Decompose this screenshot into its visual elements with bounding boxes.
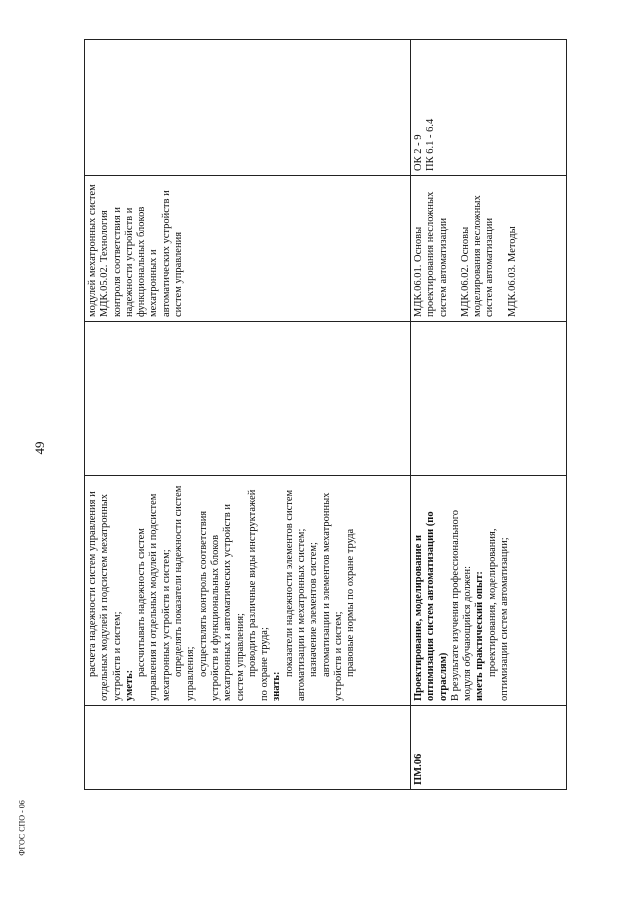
module-code: ПМ.06 (413, 753, 424, 785)
competencies-cell (411, 40, 567, 176)
mdk-lines (413, 180, 519, 317)
text-line: МДК.05.02. Технология контроля соответствия и надежности устройств и функциональных блоков мехатронных и автоматических устройств и систем управления (99, 190, 185, 317)
competencies-cell (85, 40, 411, 176)
mdk-cell (411, 176, 567, 322)
text-line: расчета надежности систем управления и отдельных модулей и подсистем мехатронных устройств и систем; (87, 491, 123, 701)
text-line: показатели надежности элементов систем автоматизации и мехатронных систем; (283, 489, 308, 701)
hours-cell (85, 322, 411, 476)
module-content-lines (413, 480, 511, 701)
module-code-cell (411, 706, 567, 790)
text-line: рассчитывать надежность систем управления и отдельных модулей и подсистем мехатронных устройств и систем; (136, 493, 172, 701)
mdk-cell (85, 176, 411, 322)
text-line: проектирования, моделирования, оптимизации систем автоматизации; (486, 528, 511, 701)
text-line: модулей мехатронных систем (87, 184, 98, 317)
text-line: автоматизации и элементов мехатронных устройств и систем; (320, 492, 344, 701)
line-gap (497, 180, 507, 317)
competency-general: ОК 2 - 9 (413, 134, 424, 171)
text-line: назначение элементов систем; (308, 542, 320, 677)
text-line: Проектирование, моделирование и оптимизация систем автоматизации (по отраслям) (413, 511, 449, 701)
module-content-lines (87, 480, 358, 701)
mdk-lines (87, 180, 185, 317)
footer-code: ФГОС СПО - 06 (17, 800, 27, 856)
text-line: В результате изучения профессионального модуля обучающийся должен: (449, 509, 474, 701)
text-line: правовые нормы по охране труда (345, 528, 357, 677)
curriculum-table (84, 39, 567, 790)
table-row (411, 40, 567, 790)
text-line: определять показатели надежности систем управления; (173, 485, 197, 701)
text-line: МДК.06.03. Методы (506, 226, 518, 317)
text-line: осуществлять контроль соответствия устройств и функциональных блоков мехатронных и автоматических устройств и систем управления; (197, 504, 246, 701)
hours-cell (411, 322, 567, 476)
text-line: знать: (271, 671, 283, 701)
text-line: МДК.06.01. Основы проектирования несложных систем автоматизации (413, 191, 449, 317)
competency-professional: ПК 6.1 - 6.4 (425, 118, 437, 171)
rotated-table-container (84, 40, 566, 790)
text-line: иметь практический опыт: (474, 571, 486, 701)
line-gap (450, 180, 460, 317)
text-line: МДК.06.02. Основы моделирования несложных систем автоматизации (459, 195, 496, 317)
module-content-cell (411, 476, 567, 706)
text-line: проводить различные виды инструктажей по охране труда; (246, 489, 271, 701)
module-content-cell (85, 476, 411, 706)
module-code-cell (85, 706, 411, 790)
text-line: уметь: (123, 669, 135, 701)
curriculum-table-wrapper (84, 40, 566, 790)
page-number: 49 (32, 441, 47, 455)
table-row (85, 40, 411, 790)
